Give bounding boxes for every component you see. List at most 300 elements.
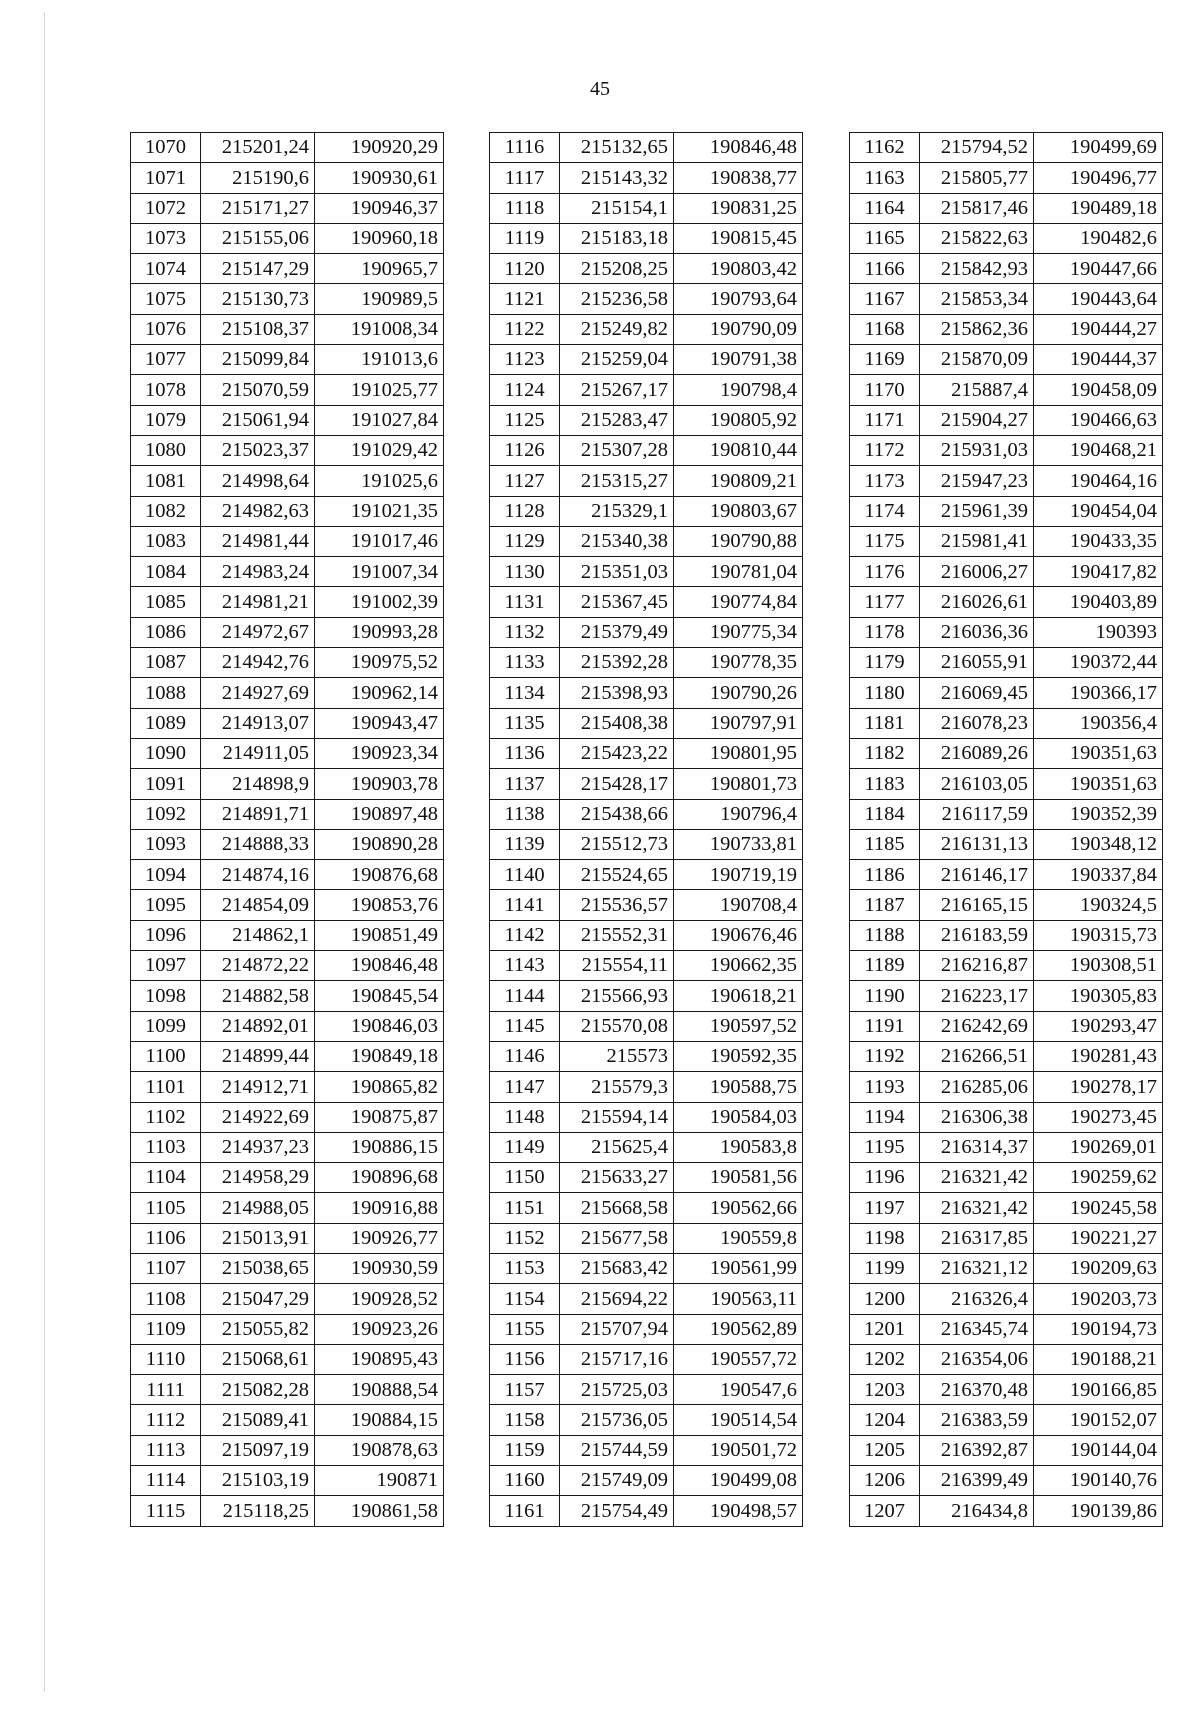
y-coordinate-cell: 190798,4 — [674, 375, 803, 405]
x-coordinate-cell: 215668,58 — [560, 1193, 674, 1223]
point-number-cell: 1114 — [131, 1466, 201, 1496]
y-coordinate-cell: 190993,28 — [315, 617, 444, 647]
table-row — [850, 708, 1163, 738]
table-row — [850, 1193, 1163, 1223]
x-coordinate-cell: 215749,09 — [560, 1466, 674, 1496]
y-coordinate-cell: 190810,44 — [674, 435, 803, 465]
table-row — [131, 1405, 444, 1435]
y-coordinate-cell: 190203,73 — [1034, 1284, 1163, 1314]
table-row — [490, 496, 803, 526]
y-coordinate-cell: 190547,6 — [674, 1375, 803, 1405]
x-coordinate-cell: 215594,14 — [560, 1102, 674, 1132]
x-coordinate-cell: 215236,58 — [560, 284, 674, 314]
y-coordinate-cell: 190144,04 — [1034, 1435, 1163, 1465]
x-coordinate-cell: 215108,37 — [201, 314, 315, 344]
point-number-cell: 1154 — [490, 1284, 560, 1314]
point-number-cell: 1124 — [490, 375, 560, 405]
x-coordinate-cell: 214958,29 — [201, 1163, 315, 1193]
x-coordinate-cell: 214972,67 — [201, 617, 315, 647]
x-coordinate-cell: 215259,04 — [560, 345, 674, 375]
y-coordinate-cell: 190592,35 — [674, 1041, 803, 1071]
x-coordinate-cell: 215118,25 — [201, 1496, 315, 1526]
y-coordinate-cell: 190895,43 — [315, 1344, 444, 1374]
y-coordinate-cell: 190943,47 — [315, 708, 444, 738]
y-coordinate-cell: 190801,95 — [674, 738, 803, 768]
y-coordinate-cell: 190916,88 — [315, 1193, 444, 1223]
x-coordinate-cell: 215428,17 — [560, 769, 674, 799]
table-row — [850, 587, 1163, 617]
coordinates-table-1 — [130, 132, 444, 1527]
point-number-cell: 1139 — [490, 829, 560, 859]
y-coordinate-cell: 190805,92 — [674, 405, 803, 435]
table-row — [490, 890, 803, 920]
table-row — [131, 648, 444, 678]
x-coordinate-cell: 215870,09 — [920, 345, 1034, 375]
table-row — [850, 1011, 1163, 1041]
table-row — [490, 799, 803, 829]
point-number-cell: 1201 — [850, 1314, 920, 1344]
y-coordinate-cell: 190845,54 — [315, 981, 444, 1011]
table-row — [850, 1102, 1163, 1132]
table-row — [850, 1284, 1163, 1314]
y-coordinate-cell: 190139,86 — [1034, 1496, 1163, 1526]
table-row — [850, 648, 1163, 678]
point-number-cell: 1141 — [490, 890, 560, 920]
table-row — [490, 1405, 803, 1435]
x-coordinate-cell: 215398,93 — [560, 678, 674, 708]
y-coordinate-cell: 190259,62 — [1034, 1163, 1163, 1193]
y-coordinate-cell: 190584,03 — [674, 1102, 803, 1132]
x-coordinate-cell: 215853,34 — [920, 284, 1034, 314]
x-coordinate-cell: 214937,23 — [201, 1132, 315, 1162]
y-coordinate-cell: 190447,66 — [1034, 254, 1163, 284]
table-row — [850, 799, 1163, 829]
table-row — [850, 617, 1163, 647]
x-coordinate-cell: 215707,94 — [560, 1314, 674, 1344]
point-number-cell: 1179 — [850, 648, 920, 678]
x-coordinate-cell: 216183,59 — [920, 920, 1034, 950]
table-row — [131, 1466, 444, 1496]
y-coordinate-cell: 190796,4 — [674, 799, 803, 829]
table-row — [490, 1132, 803, 1162]
x-coordinate-cell: 214922,69 — [201, 1102, 315, 1132]
table-row — [490, 708, 803, 738]
x-coordinate-cell: 215190,6 — [201, 163, 315, 193]
point-number-cell: 1190 — [850, 981, 920, 1011]
x-coordinate-cell: 215887,4 — [920, 375, 1034, 405]
point-number-cell: 1194 — [850, 1102, 920, 1132]
y-coordinate-cell: 190221,27 — [1034, 1223, 1163, 1253]
y-coordinate-cell: 190581,56 — [674, 1163, 803, 1193]
table-row — [131, 284, 444, 314]
x-coordinate-cell: 215633,27 — [560, 1163, 674, 1193]
coordinates-table-3 — [849, 132, 1163, 1527]
x-coordinate-cell: 215573 — [560, 1041, 674, 1071]
x-coordinate-cell: 216223,17 — [920, 981, 1034, 1011]
point-number-cell: 1116 — [490, 133, 560, 163]
table-row — [490, 1344, 803, 1374]
x-coordinate-cell: 216383,59 — [920, 1405, 1034, 1435]
point-number-cell: 1119 — [490, 223, 560, 253]
y-coordinate-cell: 190791,38 — [674, 345, 803, 375]
x-coordinate-cell: 216117,59 — [920, 799, 1034, 829]
table-row — [850, 284, 1163, 314]
table-row — [490, 133, 803, 163]
x-coordinate-cell: 215070,59 — [201, 375, 315, 405]
point-number-cell: 1188 — [850, 920, 920, 950]
y-coordinate-cell: 190838,77 — [674, 163, 803, 193]
point-number-cell: 1076 — [131, 314, 201, 344]
x-coordinate-cell: 215061,94 — [201, 405, 315, 435]
y-coordinate-cell: 190831,25 — [674, 193, 803, 223]
table-row — [490, 1375, 803, 1405]
x-coordinate-cell: 214899,44 — [201, 1041, 315, 1071]
table-row — [131, 1435, 444, 1465]
y-coordinate-cell: 190466,63 — [1034, 405, 1163, 435]
table-row — [490, 1435, 803, 1465]
table-row — [131, 860, 444, 890]
table-row — [131, 496, 444, 526]
point-number-cell: 1117 — [490, 163, 560, 193]
table-row — [131, 1163, 444, 1193]
x-coordinate-cell: 215283,47 — [560, 405, 674, 435]
x-coordinate-cell: 216036,36 — [920, 617, 1034, 647]
x-coordinate-cell: 215047,29 — [201, 1284, 315, 1314]
y-coordinate-cell: 190871 — [315, 1466, 444, 1496]
x-coordinate-cell: 216326,4 — [920, 1284, 1034, 1314]
y-coordinate-cell: 190393 — [1034, 617, 1163, 647]
y-coordinate-cell: 190797,91 — [674, 708, 803, 738]
y-coordinate-cell: 190886,15 — [315, 1132, 444, 1162]
y-coordinate-cell: 190803,42 — [674, 254, 803, 284]
point-number-cell: 1108 — [131, 1284, 201, 1314]
y-coordinate-cell: 190140,76 — [1034, 1466, 1163, 1496]
y-coordinate-cell: 190588,75 — [674, 1072, 803, 1102]
x-coordinate-cell: 215947,23 — [920, 466, 1034, 496]
table-row — [850, 1072, 1163, 1102]
x-coordinate-cell: 214891,71 — [201, 799, 315, 829]
y-coordinate-cell: 190923,34 — [315, 738, 444, 768]
table-row — [490, 829, 803, 859]
x-coordinate-cell: 216354,06 — [920, 1344, 1034, 1374]
point-number-cell: 1121 — [490, 284, 560, 314]
table-row — [131, 1011, 444, 1041]
x-coordinate-cell: 215904,27 — [920, 405, 1034, 435]
point-number-cell: 1136 — [490, 738, 560, 768]
y-coordinate-cell: 190273,45 — [1034, 1102, 1163, 1132]
point-number-cell: 1189 — [850, 951, 920, 981]
x-coordinate-cell: 215208,25 — [560, 254, 674, 284]
y-coordinate-cell: 190775,34 — [674, 617, 803, 647]
y-coordinate-cell: 191008,34 — [315, 314, 444, 344]
table-row — [131, 254, 444, 284]
point-number-cell: 1085 — [131, 587, 201, 617]
table-row — [490, 1102, 803, 1132]
x-coordinate-cell: 215554,11 — [560, 951, 674, 981]
y-coordinate-cell: 190897,48 — [315, 799, 444, 829]
table-row — [850, 860, 1163, 890]
table-row — [850, 1466, 1163, 1496]
table-row — [131, 708, 444, 738]
table-row — [131, 920, 444, 950]
table-row — [490, 587, 803, 617]
y-coordinate-cell: 190803,67 — [674, 496, 803, 526]
table-row — [850, 133, 1163, 163]
x-coordinate-cell: 214911,05 — [201, 738, 315, 768]
x-coordinate-cell: 214862,1 — [201, 920, 315, 950]
x-coordinate-cell: 216266,51 — [920, 1041, 1034, 1071]
y-coordinate-cell: 190965,7 — [315, 254, 444, 284]
y-coordinate-cell: 190890,28 — [315, 829, 444, 859]
point-number-cell: 1159 — [490, 1435, 560, 1465]
table-row — [131, 951, 444, 981]
x-coordinate-cell: 215512,73 — [560, 829, 674, 859]
point-number-cell: 1107 — [131, 1253, 201, 1283]
point-number-cell: 1084 — [131, 557, 201, 587]
y-coordinate-cell: 190930,61 — [315, 163, 444, 193]
point-number-cell: 1097 — [131, 951, 201, 981]
point-number-cell: 1094 — [131, 860, 201, 890]
table-row — [131, 769, 444, 799]
x-coordinate-cell: 216370,48 — [920, 1375, 1034, 1405]
x-coordinate-cell: 215329,1 — [560, 496, 674, 526]
point-number-cell: 1082 — [131, 496, 201, 526]
table-row — [490, 951, 803, 981]
x-coordinate-cell: 215103,19 — [201, 1466, 315, 1496]
x-coordinate-cell: 215089,41 — [201, 1405, 315, 1435]
y-coordinate-cell: 190989,5 — [315, 284, 444, 314]
x-coordinate-cell: 216345,74 — [920, 1314, 1034, 1344]
y-coordinate-cell: 190923,26 — [315, 1314, 444, 1344]
point-number-cell: 1146 — [490, 1041, 560, 1071]
table-row — [850, 405, 1163, 435]
table-row — [490, 466, 803, 496]
x-coordinate-cell: 216069,45 — [920, 678, 1034, 708]
table-row — [850, 829, 1163, 859]
table-row — [850, 1344, 1163, 1374]
point-number-cell: 1203 — [850, 1375, 920, 1405]
table-row — [131, 890, 444, 920]
point-number-cell: 1172 — [850, 435, 920, 465]
x-coordinate-cell: 215717,16 — [560, 1344, 674, 1374]
y-coordinate-cell: 190926,77 — [315, 1223, 444, 1253]
x-coordinate-cell: 214942,76 — [201, 648, 315, 678]
point-number-cell: 1165 — [850, 223, 920, 253]
table-row — [490, 405, 803, 435]
y-coordinate-cell: 190308,51 — [1034, 951, 1163, 981]
table-row — [131, 738, 444, 768]
x-coordinate-cell: 216321,12 — [920, 1253, 1034, 1283]
point-number-cell: 1095 — [131, 890, 201, 920]
table-row — [131, 981, 444, 1011]
table-row — [850, 345, 1163, 375]
point-number-cell: 1129 — [490, 526, 560, 556]
point-number-cell: 1180 — [850, 678, 920, 708]
y-coordinate-cell: 190846,48 — [315, 951, 444, 981]
point-number-cell: 1092 — [131, 799, 201, 829]
table-row — [490, 1223, 803, 1253]
point-number-cell: 1140 — [490, 860, 560, 890]
table-row — [850, 738, 1163, 768]
y-coordinate-cell: 190946,37 — [315, 193, 444, 223]
table-row — [131, 466, 444, 496]
point-number-cell: 1202 — [850, 1344, 920, 1374]
table-row — [131, 163, 444, 193]
x-coordinate-cell: 216306,38 — [920, 1102, 1034, 1132]
point-number-cell: 1123 — [490, 345, 560, 375]
y-coordinate-cell: 190305,83 — [1034, 981, 1163, 1011]
x-coordinate-cell: 216242,69 — [920, 1011, 1034, 1041]
y-coordinate-cell: 190851,49 — [315, 920, 444, 950]
y-coordinate-cell: 190896,68 — [315, 1163, 444, 1193]
table-row — [490, 1466, 803, 1496]
x-coordinate-cell: 216078,23 — [920, 708, 1034, 738]
y-coordinate-cell: 190801,73 — [674, 769, 803, 799]
table-row — [850, 678, 1163, 708]
point-number-cell: 1150 — [490, 1163, 560, 1193]
x-coordinate-cell: 214998,64 — [201, 466, 315, 496]
y-coordinate-cell: 190846,48 — [674, 133, 803, 163]
y-coordinate-cell: 190324,5 — [1034, 890, 1163, 920]
point-number-cell: 1181 — [850, 708, 920, 738]
x-coordinate-cell: 215267,17 — [560, 375, 674, 405]
table-row — [850, 526, 1163, 556]
y-coordinate-cell: 191007,34 — [315, 557, 444, 587]
y-coordinate-cell: 190417,82 — [1034, 557, 1163, 587]
point-number-cell: 1196 — [850, 1163, 920, 1193]
point-number-cell: 1115 — [131, 1496, 201, 1526]
table-row — [131, 345, 444, 375]
table-row — [490, 1163, 803, 1193]
point-number-cell: 1148 — [490, 1102, 560, 1132]
point-number-cell: 1137 — [490, 769, 560, 799]
point-number-cell: 1132 — [490, 617, 560, 647]
y-coordinate-cell: 190597,52 — [674, 1011, 803, 1041]
y-coordinate-cell: 191029,42 — [315, 435, 444, 465]
point-number-cell: 1111 — [131, 1375, 201, 1405]
table-row — [131, 526, 444, 556]
point-number-cell: 1193 — [850, 1072, 920, 1102]
point-number-cell: 1155 — [490, 1314, 560, 1344]
x-coordinate-cell: 216026,61 — [920, 587, 1034, 617]
y-coordinate-cell: 190245,58 — [1034, 1193, 1163, 1223]
point-number-cell: 1158 — [490, 1405, 560, 1435]
x-coordinate-cell: 215794,52 — [920, 133, 1034, 163]
x-coordinate-cell: 216399,49 — [920, 1466, 1034, 1496]
point-number-cell: 1205 — [850, 1435, 920, 1465]
y-coordinate-cell: 191027,84 — [315, 405, 444, 435]
point-number-cell: 1162 — [850, 133, 920, 163]
table-row — [131, 435, 444, 465]
table-row — [850, 1223, 1163, 1253]
table-row — [490, 1314, 803, 1344]
x-coordinate-cell: 215183,18 — [560, 223, 674, 253]
table-row — [490, 860, 803, 890]
point-number-cell: 1153 — [490, 1253, 560, 1283]
point-number-cell: 1120 — [490, 254, 560, 284]
x-coordinate-cell: 216165,15 — [920, 890, 1034, 920]
table-row — [131, 799, 444, 829]
point-number-cell: 1169 — [850, 345, 920, 375]
x-coordinate-cell: 215817,46 — [920, 193, 1034, 223]
point-number-cell: 1098 — [131, 981, 201, 1011]
x-coordinate-cell: 216146,17 — [920, 860, 1034, 890]
x-coordinate-cell: 216392,87 — [920, 1435, 1034, 1465]
y-coordinate-cell: 190888,54 — [315, 1375, 444, 1405]
point-number-cell: 1128 — [490, 496, 560, 526]
table-row — [850, 435, 1163, 465]
x-coordinate-cell: 214874,16 — [201, 860, 315, 890]
y-coordinate-cell: 190188,21 — [1034, 1344, 1163, 1374]
table-row — [490, 1193, 803, 1223]
x-coordinate-cell: 214981,44 — [201, 526, 315, 556]
point-number-cell: 1090 — [131, 738, 201, 768]
table-row — [131, 617, 444, 647]
point-number-cell: 1080 — [131, 435, 201, 465]
table-row — [490, 1253, 803, 1283]
table-row — [490, 1041, 803, 1071]
x-coordinate-cell: 215023,37 — [201, 435, 315, 465]
point-number-cell: 1112 — [131, 1405, 201, 1435]
y-coordinate-cell: 190499,08 — [674, 1466, 803, 1496]
table-row — [490, 678, 803, 708]
y-coordinate-cell: 190960,18 — [315, 223, 444, 253]
y-coordinate-cell: 190875,87 — [315, 1102, 444, 1132]
y-coordinate-cell: 190561,99 — [674, 1253, 803, 1283]
point-number-cell: 1088 — [131, 678, 201, 708]
y-coordinate-cell: 190152,07 — [1034, 1405, 1163, 1435]
table-row — [850, 223, 1163, 253]
table-row — [850, 1163, 1163, 1193]
point-number-cell: 1083 — [131, 526, 201, 556]
table-row — [490, 1284, 803, 1314]
point-number-cell: 1122 — [490, 314, 560, 344]
x-coordinate-cell: 214988,05 — [201, 1193, 315, 1223]
x-coordinate-cell: 215524,65 — [560, 860, 674, 890]
table-row — [490, 193, 803, 223]
y-coordinate-cell: 190708,4 — [674, 890, 803, 920]
table-row — [131, 405, 444, 435]
table-row — [131, 829, 444, 859]
x-coordinate-cell: 215155,06 — [201, 223, 315, 253]
x-coordinate-cell: 214912,71 — [201, 1072, 315, 1102]
x-coordinate-cell: 215307,28 — [560, 435, 674, 465]
point-number-cell: 1105 — [131, 1193, 201, 1223]
x-coordinate-cell: 215130,73 — [201, 284, 315, 314]
x-coordinate-cell: 215842,93 — [920, 254, 1034, 284]
table-row — [490, 1496, 803, 1526]
point-number-cell: 1173 — [850, 466, 920, 496]
y-coordinate-cell: 190733,81 — [674, 829, 803, 859]
point-number-cell: 1185 — [850, 829, 920, 859]
point-number-cell: 1207 — [850, 1496, 920, 1526]
y-coordinate-cell: 190562,89 — [674, 1314, 803, 1344]
y-coordinate-cell: 190496,77 — [1034, 163, 1163, 193]
table-row — [490, 314, 803, 344]
y-coordinate-cell: 190920,29 — [315, 133, 444, 163]
table-row — [850, 1041, 1163, 1071]
y-coordinate-cell: 190928,52 — [315, 1284, 444, 1314]
x-coordinate-cell: 215744,59 — [560, 1435, 674, 1465]
y-coordinate-cell: 190793,64 — [674, 284, 803, 314]
y-coordinate-cell: 190444,27 — [1034, 314, 1163, 344]
y-coordinate-cell: 190433,35 — [1034, 526, 1163, 556]
point-number-cell: 1177 — [850, 587, 920, 617]
y-coordinate-cell: 190884,15 — [315, 1405, 444, 1435]
y-coordinate-cell: 190930,59 — [315, 1253, 444, 1283]
point-number-cell: 1113 — [131, 1435, 201, 1465]
table-row — [850, 981, 1163, 1011]
